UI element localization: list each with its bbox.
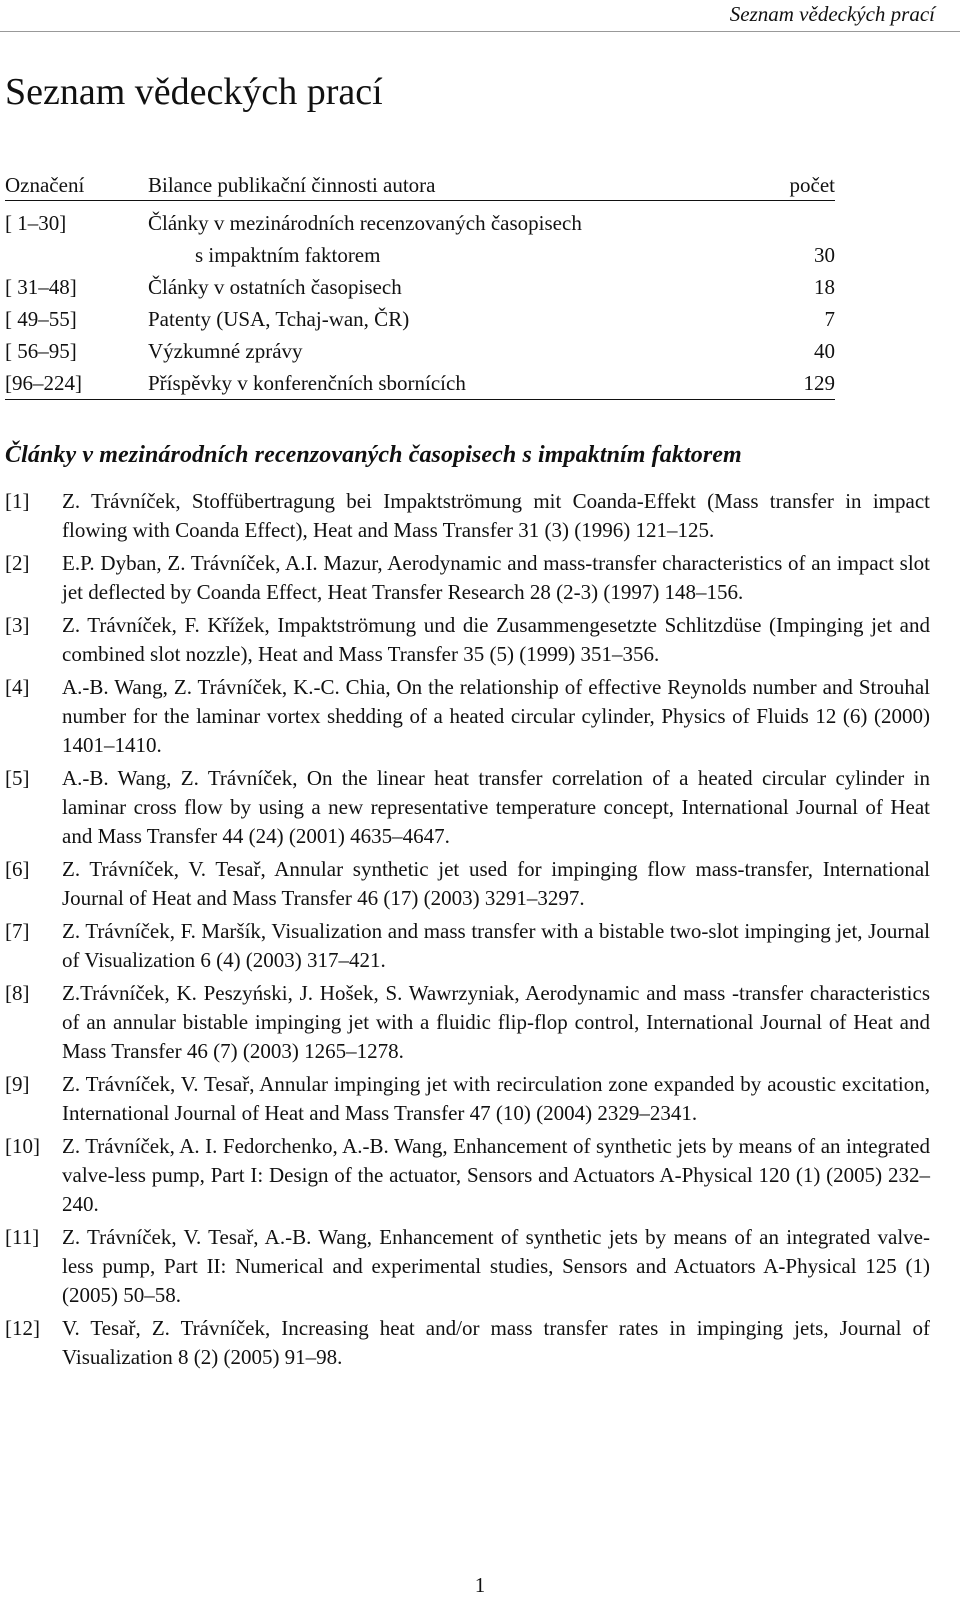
reference-text: A.-B. Wang, Z. Trávníček, K.-C. Chia, On the relationship of effective Reynolds number and Strouhal number for the laminar vortex shedding of a heated circular cylinder, Physics of Fluids 12 (6) (2000) 1401–1410. (62, 675, 930, 757)
reference-number: [10] (5, 1134, 40, 1158)
reference-text: Z. Trávníček, V. Tesař, Annular synthetic jet used for impinging flow mass-transfer, International Journal of Heat and Mass Transfer 46 (17) (2003) 3291–3297. (62, 857, 930, 910)
page-number: 1 (474, 1573, 486, 1597)
reference-text: Z. Trávníček, F. Křížek, Impaktströmung und die Zusammengesetzte Schlitzdüse (Impinging jet and combined slot nozzle), Heat and Mass Transfer 35 (5) (1999) 351–356. (62, 613, 930, 666)
reference-text: Z. Trávníček, Stoffübertragung bei Impaktströmung mit Coanda-Effekt (Mass transfer in impact flowing with Coanda Effect), Heat and Mass Transfer 31 (3) (1996) 121–125. (62, 489, 930, 542)
reference-number: [4] (5, 675, 30, 699)
summary-header-count: počet (789, 173, 835, 197)
reference-number: [11] (5, 1225, 40, 1249)
summary-code: [ 31–48] (5, 275, 77, 299)
summary-row (5, 303, 835, 335)
running-head: Seznam vědeckých prací (729, 2, 935, 26)
reference-item (5, 1132, 930, 1219)
summary-desc-line2: s impaktním faktorem (195, 243, 381, 267)
reference-item (5, 487, 930, 545)
reference-text: Z.Trávníček, K. Peszyński, J. Hošek, S. Wawrzyniak, Aerodynamic and mass -transfer characteristics of an annular bistable impinging jet with a fluidic flip-flop control, International Journal of Heat and Mass Transfer 46 (7) (2003) 1265–1278. (62, 981, 930, 1063)
summary-code: [ 1–30] (5, 211, 67, 235)
summary-code: [ 49–55] (5, 307, 77, 331)
summary-code: [96–224] (5, 371, 82, 395)
summary-row (5, 335, 835, 367)
reference-number: [6] (5, 857, 30, 881)
reference-number: [12] (5, 1316, 40, 1340)
summary-code: [ 56–95] (5, 339, 77, 363)
reference-item (5, 855, 930, 913)
reference-text: V. Tesař, Z. Trávníček, Increasing heat and/or mass transfer rates in impinging jets, Journal of Visualization 8 (2) (2005) 91–98. (62, 1316, 930, 1369)
summary-row (5, 367, 835, 400)
publication-summary-table (5, 170, 835, 400)
reference-text: A.-B. Wang, Z. Trávníček, On the linear heat transfer correlation of a heated circular cylinder in laminar cross flow by using a new representative temperature concept, International Journal of Heat and Mass Transfer 44 (24) (2001) 4635–4647. (62, 766, 930, 848)
reference-item (5, 1070, 930, 1128)
summary-row (5, 207, 835, 271)
reference-text: Z. Trávníček, F. Maršík, Visualization and mass transfer with a bistable two-slot impinging jet, Journal of Visualization 6 (4) (2003) 317–421. (62, 919, 930, 972)
reference-number: [1] (5, 489, 30, 513)
reference-text: Z. Trávníček, A. I. Fedorchenko, A.-B. Wang, Enhancement of synthetic jets by means of an integrated valve-less pump, Part I: Design of the actuator, Sensors and Actuators A-Physical 120 (1) (2005) 232–240. (62, 1134, 930, 1216)
summary-count: 7 (824, 307, 835, 331)
summary-count: 129 (803, 371, 835, 395)
reference-number: [5] (5, 766, 30, 790)
summary-header-code: Označení (5, 173, 85, 197)
reference-text: Z. Trávníček, V. Tesař, Annular impinging jet with recirculation zone expanded by acoustic excitation, International Journal of Heat and Mass Transfer 47 (10) (2004) 2329–2341. (62, 1072, 930, 1125)
reference-number: [3] (5, 613, 30, 637)
summary-header-row (5, 170, 835, 201)
reference-number: [7] (5, 919, 30, 943)
reference-text: E.P. Dyban, Z. Trávníček, A.I. Mazur, Aerodynamic and mass-transfer characteristics of an impact slot jet deflected by Coanda Effect, Heat Transfer Research 28 (2-3) (1997) 148–156. (62, 551, 930, 604)
summary-desc (148, 207, 755, 271)
reference-item (5, 764, 930, 851)
summary-header-desc: Bilance publikační činnosti autora (148, 173, 436, 197)
summary-row (5, 271, 835, 303)
reference-item (5, 979, 930, 1066)
reference-item (5, 1223, 930, 1310)
reference-item (5, 917, 930, 975)
summary-desc: Příspěvky v konferenčních sbornících (148, 371, 466, 395)
reference-number: [8] (5, 981, 30, 1005)
summary-desc: Články v ostatních časopisech (148, 275, 402, 299)
page-title: Seznam vědeckých prací (5, 71, 383, 113)
reference-list (5, 487, 930, 1376)
summary-count: 40 (814, 339, 835, 363)
reference-item (5, 549, 930, 607)
summary-count: 18 (814, 275, 835, 299)
reference-number: [9] (5, 1072, 30, 1096)
summary-desc: Výzkumné zprávy (148, 339, 303, 363)
reference-item (5, 1314, 930, 1372)
reference-item (5, 673, 930, 760)
reference-number: [2] (5, 551, 30, 575)
summary-desc-line: Články v mezinárodních recenzovaných časopisech (148, 211, 582, 235)
summary-count: 30 (814, 243, 835, 267)
header-rule (0, 31, 960, 32)
reference-item (5, 611, 930, 669)
summary-desc: Patenty (USA, Tchaj-wan, ČR) (148, 307, 410, 331)
section-title: Články v mezinárodních recenzovaných časopisech s impaktním faktorem (5, 442, 742, 468)
reference-text: Z. Trávníček, V. Tesař, A.-B. Wang, Enhancement of synthetic jets by means of an integrated valve-less pump, Part II: Numerical and experimental studies, Sensors and Actuators A-Physical 125 (1) (2005) 50–58. (62, 1225, 930, 1307)
